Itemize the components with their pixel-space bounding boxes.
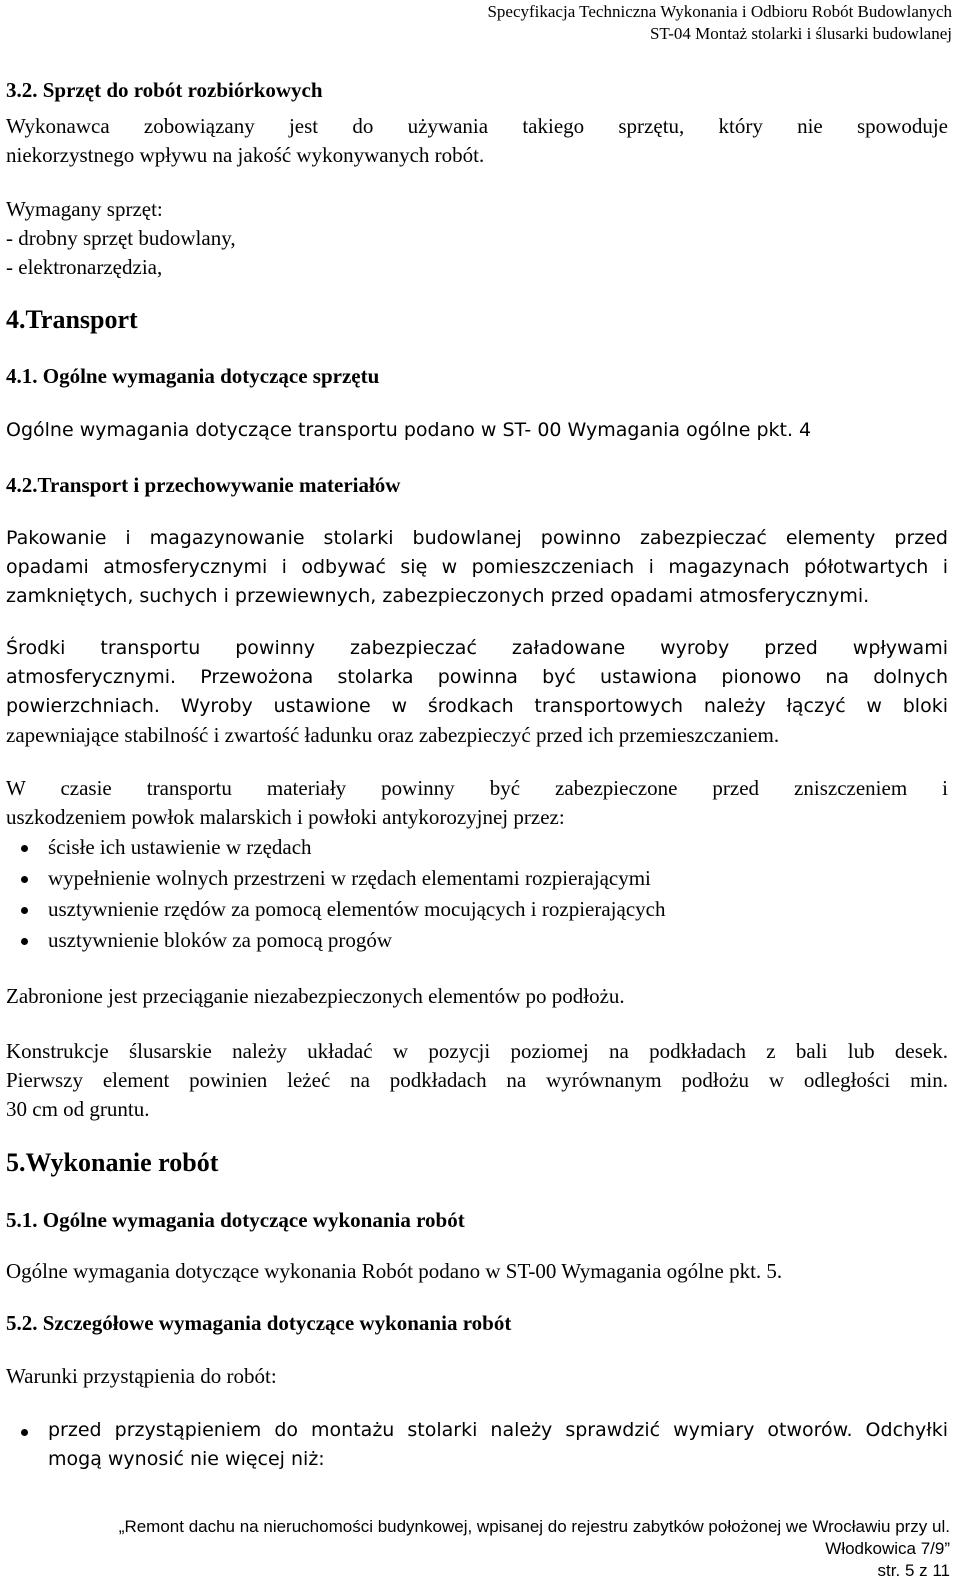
- s42-p4: Zabronione jest przeciąganie niezabezpieczonych elementów po podłożu.: [6, 984, 625, 1008]
- section-3-2-heading: 3.2. Sprzęt do robót rozbiórkowych: [6, 78, 323, 102]
- conditions-label: Warunki przystąpienia do robót:: [6, 1364, 277, 1388]
- s42-p2-line: atmosferycznymi. Przewożona stolarka powinna być ustawiona pionowo na dolnych: [6, 666, 948, 688]
- bullet-dot: [21, 1429, 28, 1436]
- s42-p3-line: W czasie transportu materiały powinny być zabezpieczone przed zniszczeniem i: [6, 776, 948, 800]
- footer-project-line: „Remont dachu na nieruchomości budynkowej, wpisanej do rejestru zabytków położonej we Wrocławiu przy ul.: [118, 1517, 950, 1536]
- s41-text: Ogólne wymagania dotyczące transportu podano w ST- 00 Wymagania ogólne pkt. 4: [6, 419, 812, 441]
- s42-p2-line: Środki transportu powinny zabezpieczać załadowane wyroby przed wpływami: [6, 637, 948, 659]
- bullet-dot: [21, 938, 28, 945]
- equipment-item: - elektronarzędzia,: [6, 255, 163, 279]
- header-title: Specyfikacja Techniczna Wykonania i Odbioru Robót Budowlanych: [487, 2, 952, 21]
- s42-p1-line: Pakowanie i magazynowanie stolarki budowlanej powinno zabezpieczać elementy przed: [6, 527, 948, 549]
- s32-paragraph-line: niekorzystnego wpływu na jakość wykonywanych robót.: [6, 143, 485, 167]
- section-5-2-heading: 5.2. Szczegółowe wymagania dotyczące wykonania robót: [6, 1311, 512, 1335]
- required-equipment-label: Wymagany sprzęt:: [6, 197, 163, 221]
- bullet-item: ścisłe ich ustawienie w rzędach: [48, 835, 312, 859]
- s42-p2-line: powierzchniach. Wyroby ustawione w środkach transportowych należy łączyć w bloki: [6, 695, 948, 717]
- bullet-item: wypełnienie wolnych przestrzeni w rzędach elementami rozpierającymi: [48, 866, 651, 890]
- bullet-dot: [21, 876, 28, 883]
- bullet-item: usztywnienie bloków za pomocą progów: [48, 928, 393, 952]
- header-subtitle: ST-04 Montaż stolarki i ślusarki budowlanej: [649, 24, 952, 43]
- s52-bullet-line: mogą wynosić nie więcej niż:: [48, 1448, 325, 1470]
- section-4-1-heading: 4.1. Ogólne wymagania dotyczące sprzętu: [6, 364, 380, 388]
- section-5-1-heading: 5.1. Ogólne wymagania dotyczące wykonania robót: [6, 1208, 465, 1232]
- s51-text: Ogólne wymagania dotyczące wykonania Robót podano w ST-00 Wymagania ogólne pkt. 5.: [6, 1259, 783, 1283]
- s42-p1-line: zamkniętych, suchych i przewiewnych, zabezpieczonych przed opadami atmosferycznymi.: [6, 585, 870, 607]
- s52-bullet-line: przed przystąpieniem do montażu stolarki należy sprawdzić wymiary otworów. Odchyłki: [48, 1419, 948, 1441]
- section-4-heading: 4.Transport: [6, 305, 138, 334]
- bullet-dot: [21, 845, 28, 852]
- s42-p2-line: zapewniające stabilność i zwartość ładunku oraz zabezpieczyć przed ich przemieszczaniem.: [6, 723, 780, 747]
- equipment-item: - drobny sprzęt budowlany,: [6, 226, 236, 250]
- s42-p5-line: Konstrukcje ślusarskie należy układać w pozycji poziomej na podkładach z bali lub desek.: [6, 1039, 948, 1063]
- bullet-item: usztywnienie rzędów za pomocą elementów mocujących i rozpierających: [48, 897, 666, 921]
- section-5-heading: 5.Wykonanie robót: [6, 1148, 219, 1177]
- bullet-dot: [21, 907, 28, 914]
- section-4-2-heading: 4.2.Transport i przechowywanie materiałów: [6, 473, 401, 497]
- footer-project-line: Włodkowica 7/9”: [825, 1539, 950, 1558]
- s42-p5-line: Pierwszy element powinien leżeć na podkładach na wyrównanym podłożu w odległości min.: [6, 1068, 948, 1092]
- s32-paragraph-line: Wykonawca zobowiązany jest do używania takiego sprzętu, który nie spowoduje: [6, 114, 948, 138]
- s42-p3-line: uszkodzeniem powłok malarskich i powłoki antykorozyjnej przez:: [6, 805, 565, 829]
- s42-p1-line: opadami atmosferycznymi i odbywać się w pomieszczeniach i magazynach półotwartych i: [6, 556, 948, 578]
- page-number: str. 5 z 11: [877, 1561, 950, 1580]
- s42-p5-line: 30 cm od gruntu.: [6, 1097, 150, 1121]
